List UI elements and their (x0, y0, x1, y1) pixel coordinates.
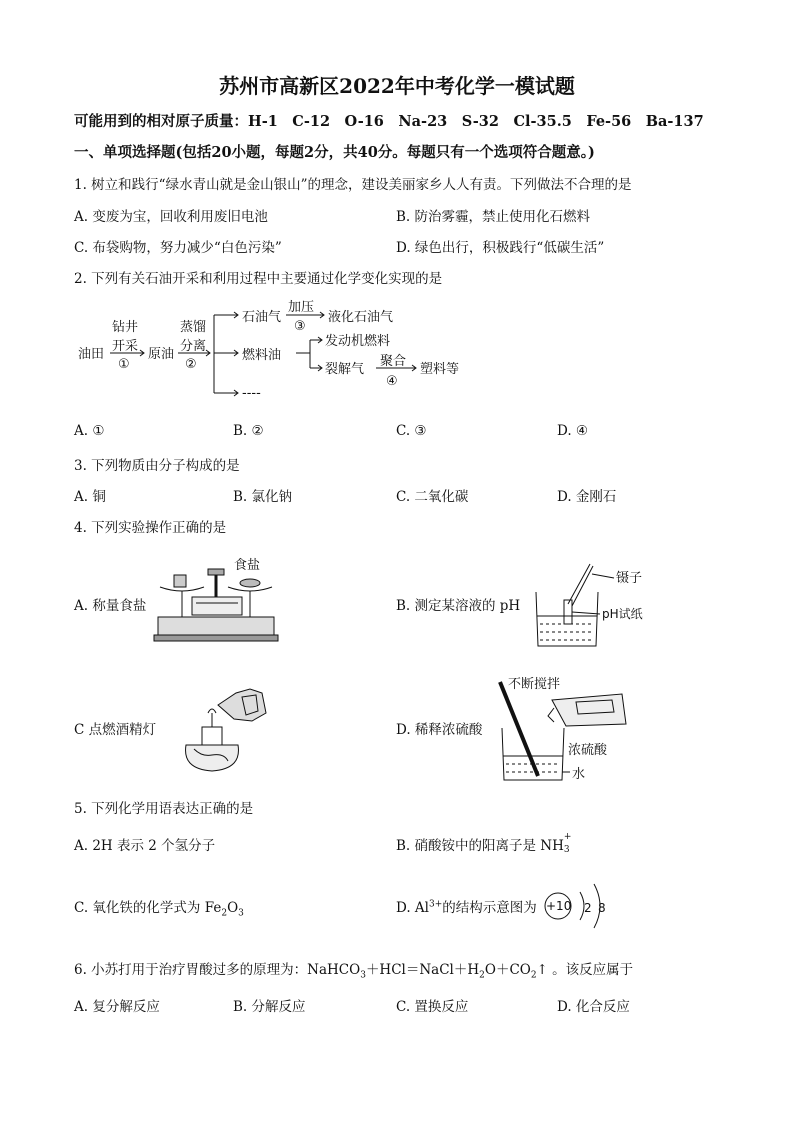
stir-label: 不断搅拌 (508, 677, 561, 692)
question-5-option-d-text: D. Al (396, 900, 429, 916)
flow-step-3: ③ (294, 319, 306, 334)
electron-shell-1: 2 (584, 901, 592, 915)
flow-gas: 石油气 (242, 310, 282, 325)
question-1-option-a[interactable]: A. 变废为宝，回收利用废旧电池 (74, 209, 268, 225)
question-6-option-d[interactable]: D. 化合反应 (557, 999, 630, 1015)
flow-drill-2: 开采 (112, 339, 139, 354)
ph-paper-label: pH试纸 (602, 607, 643, 621)
oxygen-symbol: O (227, 900, 239, 916)
tweezers-label: 镊子 (616, 571, 643, 586)
question-2-option-b[interactable]: B. ② (233, 423, 264, 439)
question-2-option-c[interactable]: C. ③ (396, 423, 427, 439)
electron-shell-2: 8 (598, 901, 606, 915)
flow-drill-1: 钻井 (112, 320, 139, 335)
question-2-option-a[interactable]: A. ① (74, 423, 105, 439)
petroleum-flow-diagram (74, 295, 474, 405)
question-1-option-d[interactable]: D. 绿色出行，积极践行“低碳生活” (396, 240, 605, 256)
question-5-option-c-text: C. 氧化铁的化学式为 Fe (74, 900, 222, 916)
question-1-option-b[interactable]: B. 防治雾霾，禁止使用化石燃料 (396, 209, 591, 225)
q6-sub-3: 2 (530, 970, 537, 981)
question-4-option-b[interactable]: B. 测定某溶液的 pH (396, 598, 521, 614)
acid-label: 浓硫酸 (568, 743, 608, 758)
ph-test-illustration (530, 560, 660, 650)
balance-scale-illustration (152, 555, 282, 645)
flow-step-4: ④ (386, 374, 398, 389)
q6-stem-pre: 6. 小苏打用于治疗胃酸过多的原理为：NaHCO (74, 962, 361, 978)
q6-sub-2: 2 (479, 970, 485, 981)
question-1-stem: 1. 树立和践行“绿水青山就是金山银山”的理念，建设美丽家乡人人有责。下列做法不合理的是 (74, 177, 632, 193)
question-4-option-d[interactable]: D. 稀释浓硫酸 (396, 722, 483, 738)
flow-engine: 发动机燃料 (325, 334, 391, 349)
q6-mid-1: ＋HCl＝NaCl＋H (365, 962, 480, 978)
question-2-option-d[interactable]: D. ④ (557, 423, 589, 439)
question-1-option-c[interactable]: C. 布袋购物，努力减少“白色污染” (74, 240, 282, 256)
question-5-option-b-text: B. 硝酸铵中的阳离子是 (396, 838, 541, 854)
flow-lpg: 液化石油气 (328, 310, 394, 325)
question-5-option-c[interactable] (74, 896, 244, 919)
question-5-option-b[interactable] (396, 831, 572, 855)
question-4-option-c[interactable]: C 点燃酒精灯 (74, 722, 157, 738)
question-3-option-b[interactable]: B. 氯化钠 (233, 489, 293, 505)
flow-crack: 裂解气 (325, 362, 365, 377)
question-3-option-d[interactable]: D. 金刚石 (557, 489, 617, 505)
q6-sub-1: 3 (360, 970, 366, 981)
alcohol-lamp-illustration (172, 685, 282, 775)
fe-subscript: 2 (221, 908, 228, 919)
question-6-option-b[interactable]: B. 分解反应 (233, 999, 306, 1015)
water-label: 水 (572, 767, 586, 782)
atom-structure-diagram (540, 876, 620, 934)
salt-label: 食盐 (234, 558, 261, 573)
question-3-option-a[interactable]: A. 铜 (74, 489, 106, 505)
question-5-option-d-suffix: 的结构示意图为 (442, 900, 537, 916)
flow-dash: ---- (242, 386, 261, 401)
ammonium-subscript: 3 (563, 844, 570, 855)
dilute-acid-illustration (492, 672, 672, 784)
flow-fuel: 燃料油 (242, 348, 282, 363)
flow-press: 加压 (288, 300, 315, 315)
section-heading: 一、单项选择题(包括20小题，每题2分，共40分。每题只有一个选项符合题意。) (74, 144, 595, 161)
question-6-option-c[interactable]: C. 置换反应 (396, 999, 469, 1015)
question-5-stem: 5. 下列化学用语表达正确的是 (74, 801, 254, 817)
q6-mid-2: O＋CO (484, 962, 531, 978)
q6-stem-post: ↑ 。该反应属于 (536, 962, 634, 978)
question-6-option-a[interactable]: A. 复分解反应 (74, 999, 160, 1015)
flow-step-1: ① (118, 357, 130, 372)
flow-poly: 聚合 (380, 354, 407, 369)
o-subscript: 3 (238, 908, 244, 919)
flow-crude: 原油 (148, 347, 175, 362)
flow-dist-1: 蒸馏 (180, 320, 207, 335)
flow-oilfield: 油田 (78, 347, 105, 362)
flow-dist-2: 分离 (180, 339, 207, 354)
question-4-stem: 4. 下列实验操作正确的是 (74, 520, 227, 536)
question-4-option-a[interactable]: A. 称量食盐 (74, 598, 147, 614)
al-charge: 3+ (429, 899, 443, 910)
atomic-mass-line: 可能用到的相对原子质量：H-1 C-12 O-16 Na-23 S-32 Cl-35.5 Fe-56 Ba-137 (74, 113, 704, 130)
ammonium-formula: NH (540, 838, 564, 854)
page-title: 苏州市高新区2022年中考化学一模试题 (219, 74, 575, 98)
flow-plastic: 塑料等 (420, 362, 460, 377)
flow-step-2: ② (185, 357, 197, 372)
question-2-stem: 2. 下列有关石油开采和利用过程中主要通过化学变化实现的是 (74, 271, 443, 287)
question-5-option-d[interactable] (396, 896, 537, 916)
ammonium-charge: + (563, 831, 572, 842)
question-5-option-a[interactable]: A. 2H 表示 2 个氢分子 (74, 838, 216, 854)
question-3-option-c[interactable]: C. 二氧化碳 (396, 489, 469, 505)
question-3-stem: 3. 下列物质由分子构成的是 (74, 458, 240, 474)
question-6-stem (74, 958, 633, 981)
nucleus-charge: +10 (546, 899, 572, 913)
